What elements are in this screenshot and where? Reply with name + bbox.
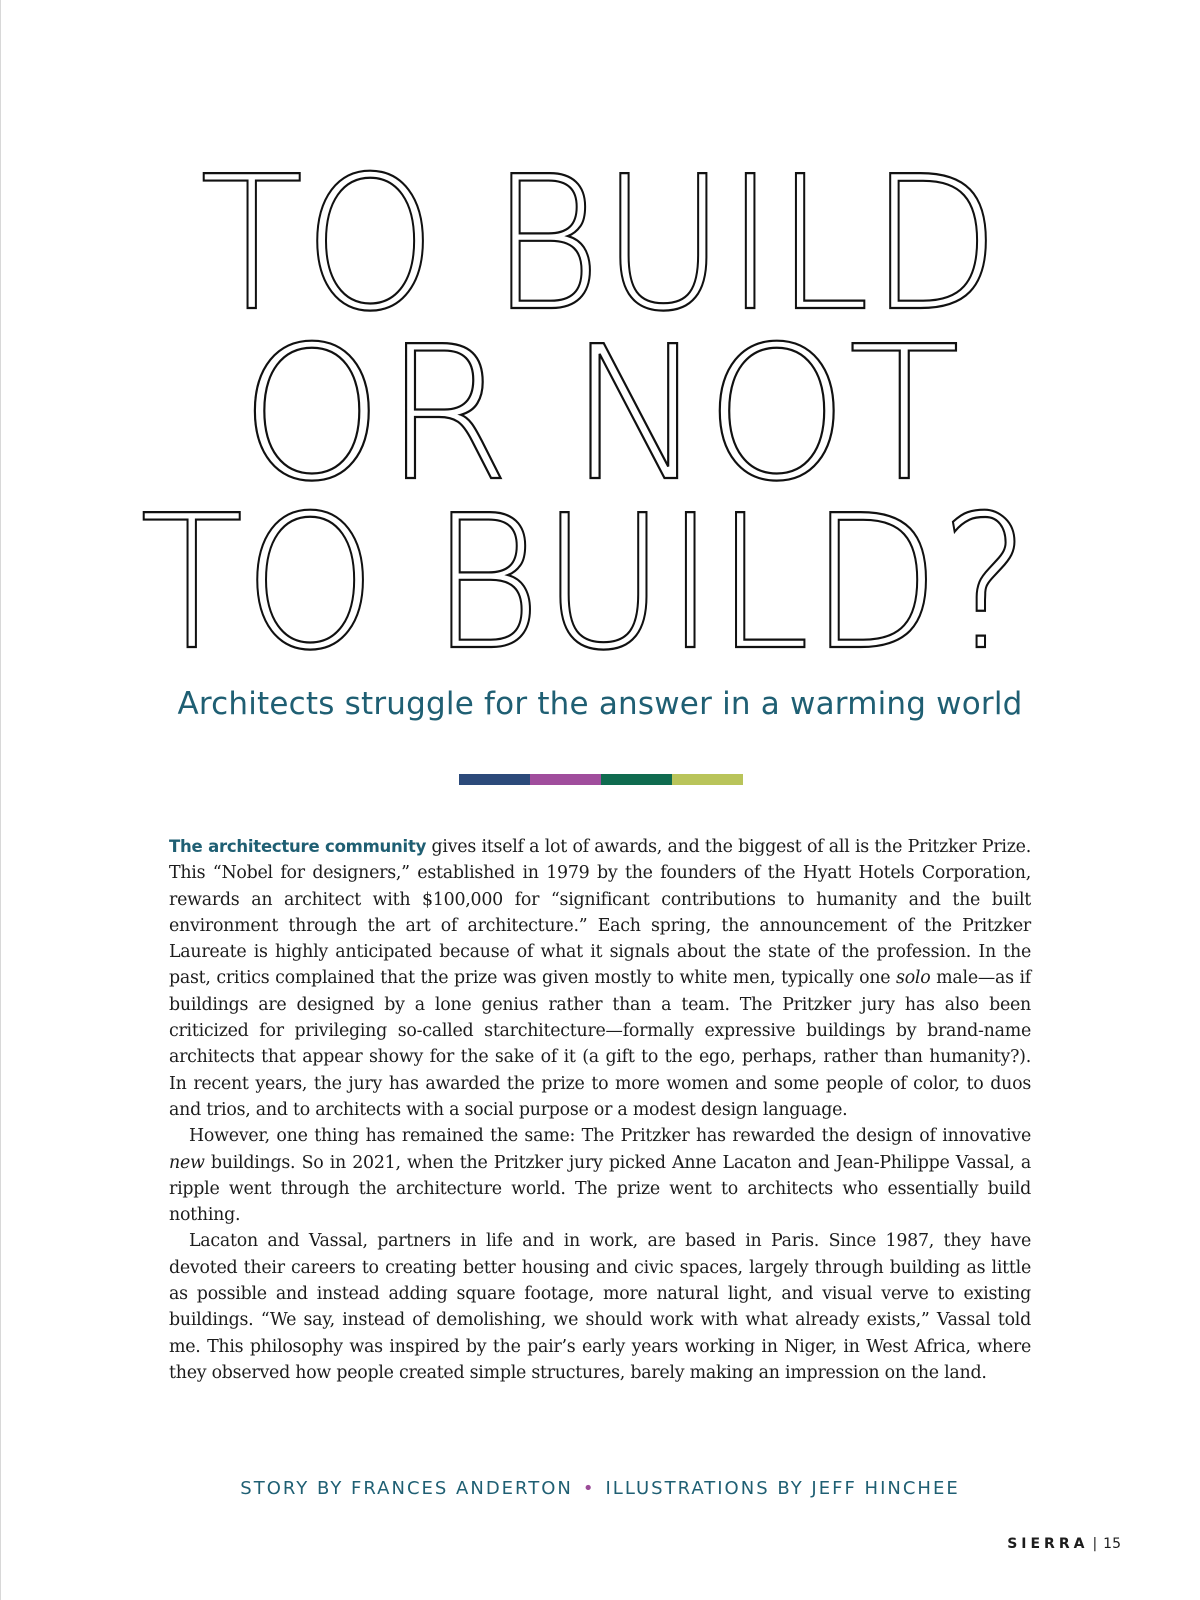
credit-separator-dot: • [582,1478,596,1499]
page-edge [0,0,1,1600]
deck-subtitle: Architects struggle for the answer in a warming world [177,686,1023,722]
color-rule-segment-1 [459,774,530,785]
article-body [169,834,1031,1386]
story-credit: STORY BY FRANCES ANDERTON [240,1478,573,1499]
illustration-credit: ILLUSTRATIONS BY JEFF HINCHEE [605,1478,960,1499]
page-number: 15 [1103,1536,1121,1552]
paragraph-2-italic: new [169,1152,205,1173]
headline [60,150,1140,670]
paragraph-2-text-a: However, one thing has remained the same: The Pritzker has rewarded the design of innovative [189,1126,1031,1147]
paragraph-2-text-b: buildings. So in 2021, when the Pritzker jury picked Anne Lacaton and Jean-Philippe Vassal, a ripple went through the architecture world. The prize went to architects who essentially build nothing. [169,1152,1031,1226]
lead-in: The architecture community [169,837,427,856]
color-rule-segment-4 [672,774,743,785]
color-rule-segment-3 [601,774,672,785]
headline-line-1: TO BUILD [200,150,1000,352]
folio-separator: | [1092,1536,1098,1552]
article-paragraph-1 [169,834,1031,1123]
headline-line-3: TO BUILD? [140,475,1030,670]
paragraph-1-italic: solo [896,968,931,989]
headline-line-2: OR NOT [240,306,960,522]
paragraph-1-text-a: gives itself a lot of awards, and the biggest of all is the Pritzker Prize. This “Nobel for designers,” established in 1979 by the founders of the Hyatt Hotels Corporation, rewards an architect with $100,000 for “significant contributions to humanity and the built environment through the art of architecture.” Each spring, the announcement of the Pritzker Laureate is highly anticipated because of what it signals about the state of the profession. In the past, critics complained that the prize was given mostly to white men, typically one [169,837,1031,989]
page-folio [1007,1536,1121,1552]
color-rule [459,774,743,785]
byline-credits [100,1478,1100,1499]
article-paragraph-2 [169,1123,1031,1228]
article-paragraph-3: Lacaton and Vassal, partners in life and in work, are based in Paris. Since 1987, they have devoted their careers to creating better housing and civic spaces, largely through building as little as possible and instead adding square footage, more natural light, and visual verve to existing buildings. “We say, instead of demolishing, we should work with what already exists,” Vassal told me. This philosophy was inspired by the pair’s early years working in Niger, in West Africa, where they observed how people created simple structures, barely making an impression on the land. [169,1231,1031,1383]
magazine-name: SIERRA [1007,1536,1089,1552]
color-rule-segment-2 [530,774,601,785]
paragraph-1-text-b: male—as if buildings are designed by a lone genius rather than a team. The Pritzker jury has also been criticized for privileging so-called starchitecture—formally expressive buildings by brand-name architects that appear showy for the sake of it (a gift to the ego, perhaps, rather than humanity?). In recent years, the jury has awarded the prize to more women and some people of color, to duos and trios, and to architects with a social purpose or a modest design language. [169,968,1031,1120]
